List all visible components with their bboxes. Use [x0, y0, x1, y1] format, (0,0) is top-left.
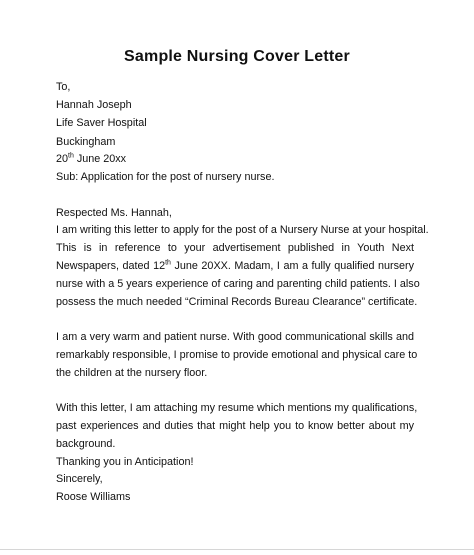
paragraph1-line3-sup: th — [165, 259, 171, 267]
closing-thanks: Thanking you in Anticipation! — [56, 456, 194, 468]
paragraph1-line4: nurse with a 5 years experience of caring and parenting child patients. I also — [56, 278, 420, 290]
paragraph2-line3: the children at the nursery floor. — [56, 367, 208, 379]
paragraph1-line2: This is in reference to your advertisement published in Youth Next — [56, 242, 414, 254]
recipient-organization: Life Saver Hospital — [56, 117, 147, 129]
closing-sign-off: Sincerely, — [56, 473, 103, 485]
paragraph1-line3-start: Newspapers, dated 12 — [56, 260, 166, 272]
salutation: Respected Ms. Hannah, — [56, 207, 172, 219]
date-month-year: June 20xx — [73, 153, 127, 165]
paragraph1-line3-end: June 20XX. Madam, I am a fully qualified nursery — [170, 260, 414, 272]
letter-date — [56, 153, 414, 166]
date-suffix: th — [68, 152, 74, 160]
paragraph3-line2: past experiences and duties that might help you to know better about my — [56, 420, 414, 432]
page-bottom-border — [0, 549, 474, 550]
paragraph2-line1: I am a very warm and patient nurse. With good communicational skills and — [56, 331, 414, 343]
recipient-city: Buckingham — [56, 136, 116, 148]
recipient-name: Hannah Joseph — [56, 99, 132, 111]
paragraph2-line2: remarkably responsible, I promise to provide emotional and physical care to — [56, 349, 418, 361]
document-title: Sample Nursing Cover Letter — [124, 48, 350, 65]
paragraph1-line1: I am writing this letter to apply for the post of a Nursery Nurse at your hospital. — [56, 224, 429, 236]
paragraph3-line1: With this letter, I am attaching my resume which mentions my qualifications, — [56, 402, 418, 414]
paragraph1-line5: possess the much needed “Criminal Records Bureau Clearance” certificate. — [56, 296, 418, 308]
address-to: To, — [56, 81, 71, 93]
subject-line: Sub: Application for the post of nursery nurse. — [56, 171, 275, 183]
signature-name: Roose Williams — [56, 491, 131, 503]
date-day: 20 — [56, 153, 69, 165]
paragraph1-line3 — [56, 260, 414, 273]
paragraph3-line3: background. — [56, 438, 116, 450]
